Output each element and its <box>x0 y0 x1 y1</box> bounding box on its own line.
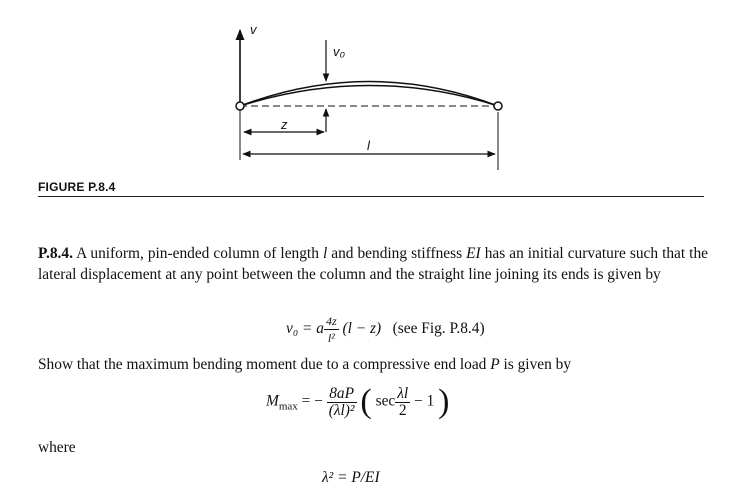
eq1-fraction <box>324 313 339 346</box>
v-axis-label: v <box>250 22 257 37</box>
eq2-denominator: (λl)² <box>328 401 355 419</box>
eq2-open-paren: ( <box>360 383 372 420</box>
eq2-fraction <box>327 386 357 419</box>
eq2-minus-one: − 1 <box>414 392 435 410</box>
eq2-sec-denominator: 2 <box>395 402 410 419</box>
eq1-lhs: v₀ = a <box>286 320 324 338</box>
z-label: z <box>281 117 288 132</box>
eq2-sec-numerator: λl <box>397 384 409 402</box>
equation-v0 <box>286 313 485 346</box>
eq2-close-paren: ) <box>438 383 450 420</box>
problem-number: P.8.4. <box>38 245 73 262</box>
equation-mmax <box>266 385 449 419</box>
show-text-1: Show that the maximum bending moment due to a compressive end load <box>38 356 491 373</box>
eq2-M: M <box>266 392 279 410</box>
caption-rule <box>38 196 704 197</box>
statement-text-2: and bending stiffness <box>327 245 467 262</box>
where-text: where <box>38 439 76 456</box>
v0-label: v₀ <box>333 44 345 59</box>
statement-text-3: has an initial curvature such that the lateral displacement at any point between the column and the straight line joining its ends is given by <box>38 245 708 283</box>
var-P: P <box>490 356 500 373</box>
problem-statement <box>38 243 708 285</box>
show-text-2: is given by <box>499 356 572 373</box>
l-label: l <box>367 138 370 153</box>
eq2-numerator: 8aP <box>329 384 355 402</box>
right-pin <box>494 102 502 110</box>
eq2-sec: sec <box>375 392 396 410</box>
eq2-subscript: max <box>278 400 298 413</box>
left-pin <box>236 102 244 110</box>
var-EI: EI <box>466 245 481 262</box>
eq1-rhs: (l − z) <box>342 320 382 338</box>
eq2-sec-fraction <box>395 386 410 419</box>
statement-text-1: A uniform, pin-ended column of length <box>72 245 323 262</box>
eq2-equals: = − <box>301 392 323 410</box>
figure-caption: FIGURE P.8.4 <box>38 180 116 194</box>
figure-p84 <box>0 0 752 180</box>
equation-lambda: λ² = P/EI <box>322 469 380 486</box>
show-that-text <box>38 354 708 375</box>
eq1-note: (see Fig. P.8.4) <box>392 320 485 338</box>
column-diagram <box>0 0 752 180</box>
var-l: l <box>322 245 328 262</box>
eq1-denominator: l² <box>324 329 339 346</box>
eq1-numerator: 4z <box>325 314 337 328</box>
column-inner <box>240 86 498 107</box>
